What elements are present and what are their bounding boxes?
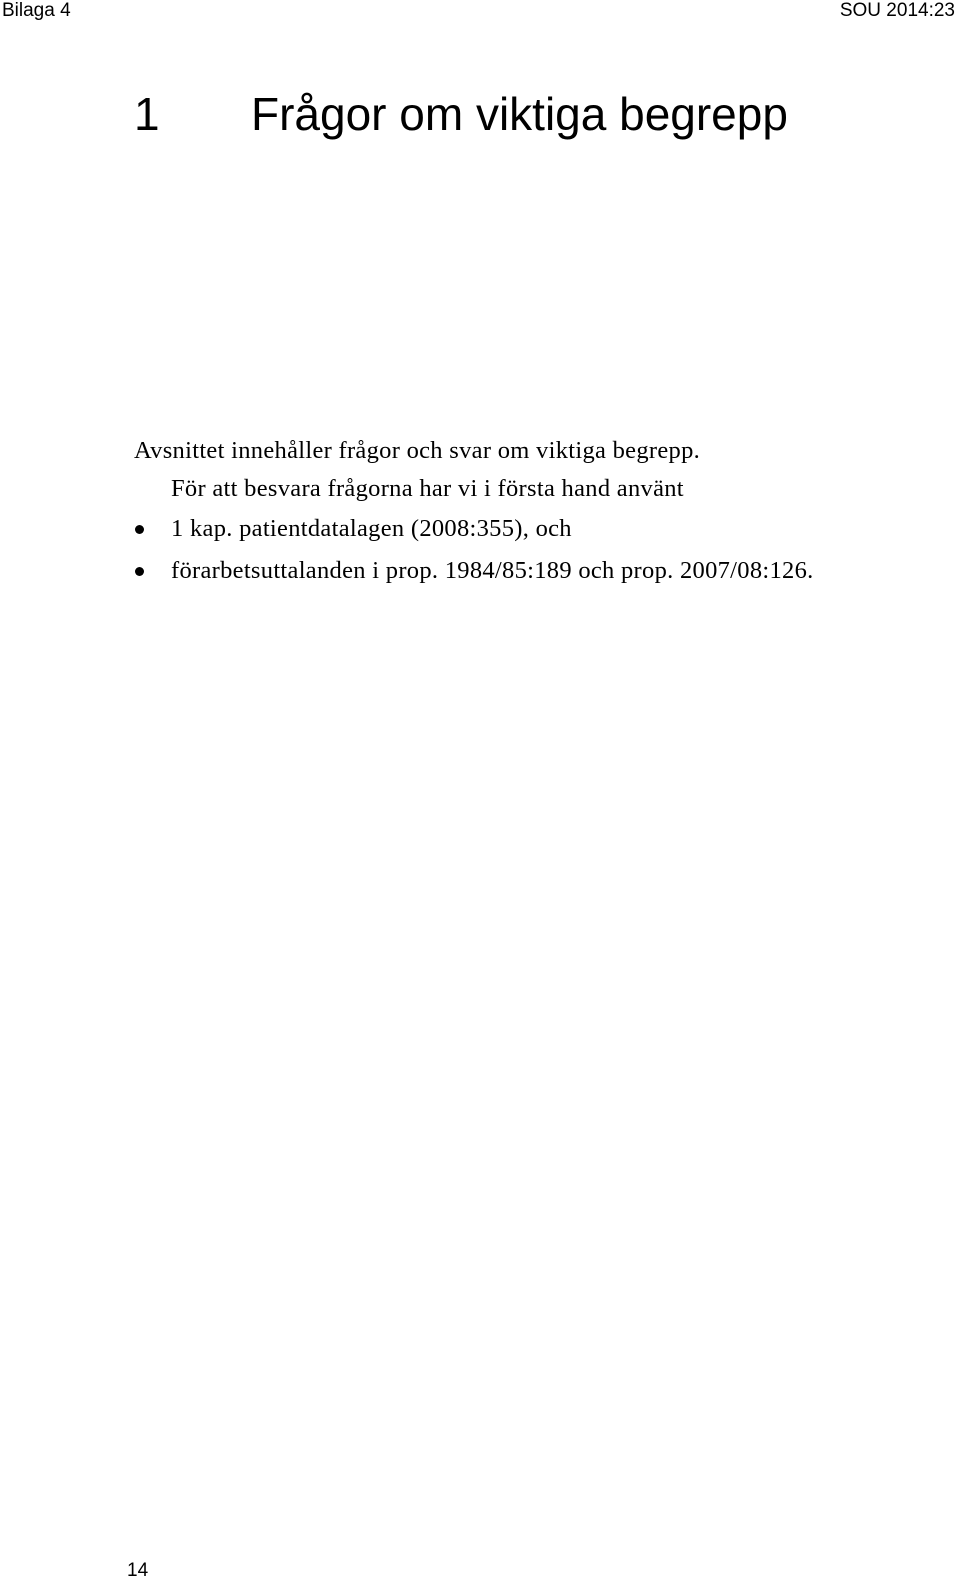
bullet-list xyxy=(134,508,924,592)
header-appendix-label: Bilaga 4 xyxy=(2,0,71,21)
body-text xyxy=(134,432,924,592)
paragraph-line-1: Avsnittet innehåller frågor och svar om viktiga begrepp. xyxy=(134,437,701,464)
bullet-text: förarbetsuttalanden i prop. 1984/85:189 och prop. 2007/08:126. xyxy=(171,557,814,584)
header-report-number: SOU 2014:23 xyxy=(839,0,955,21)
chapter-heading xyxy=(134,86,788,142)
page-number: 14 xyxy=(127,1560,149,1581)
bullet-item-law xyxy=(134,508,924,550)
chapter-title: Frågor om viktiga begrepp xyxy=(251,88,788,140)
bullet-icon xyxy=(135,567,144,576)
bullet-icon xyxy=(135,525,144,534)
bullet-text: 1 kap. patientdatalagen (2008:355), och xyxy=(171,515,572,542)
bullet-item-preparatory-works xyxy=(134,550,924,592)
chapter-number: 1 xyxy=(134,88,160,140)
running-header xyxy=(0,0,960,24)
paragraph-line-2: För att besvara frågorna har vi i första hand använt xyxy=(171,475,684,502)
